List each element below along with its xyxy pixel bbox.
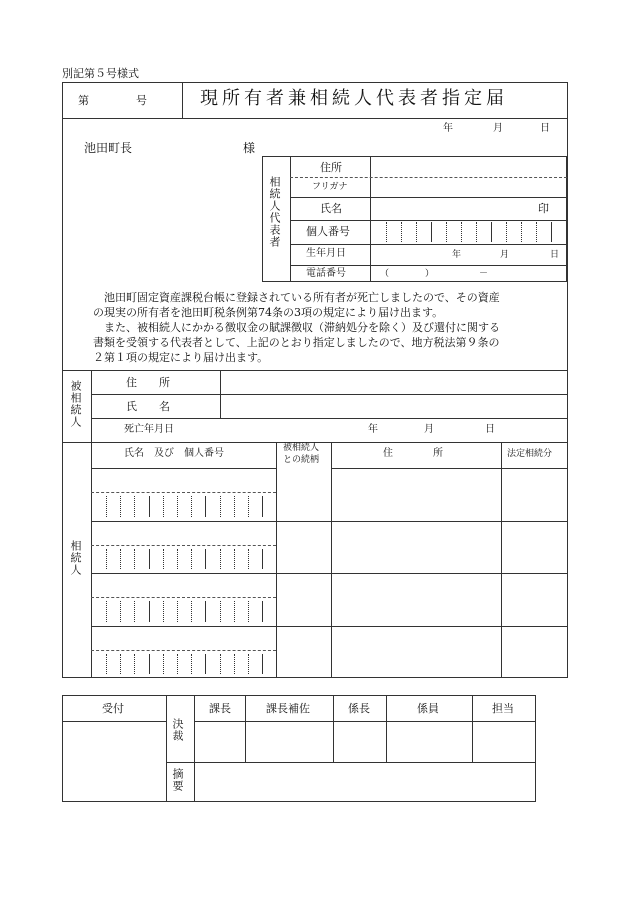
heir-number-cell-divider: [220, 496, 221, 517]
office-section-chief: 課長: [209, 702, 231, 715]
heir-number-cell-divider: [205, 654, 206, 675]
heir-number-cell-divider: [205, 601, 206, 622]
phone-paren-close: ）: [425, 269, 435, 279]
rep-name-label: 氏名: [320, 202, 342, 215]
heir-number-cell-divider: [220, 601, 221, 622]
heir-number-cell-divider: [106, 654, 107, 675]
heir-row-separator: [91, 573, 568, 574]
birth-day-label: 日: [550, 250, 560, 260]
death-day-label: 日: [485, 424, 495, 435]
death-month-label: 月: [424, 424, 434, 435]
addressee-name: 池田町長: [84, 141, 133, 155]
addressee-honorific: 様: [243, 141, 256, 155]
number-label-1: 第: [78, 94, 89, 107]
number-label-2: 号: [136, 94, 147, 107]
heir-number-cell-divider: [248, 601, 249, 622]
heirs-col-relation-1: 被相続人: [283, 443, 320, 453]
decedent-section-label: 被相続人: [69, 380, 82, 428]
birth-month-label: 月: [500, 250, 510, 260]
heir-number-cell-divider: [120, 601, 121, 622]
heir-number-cell-divider: [191, 549, 192, 570]
heir-number-cell-divider: [149, 654, 150, 675]
heir-number-cell-divider: [262, 654, 263, 675]
heir-number-cell-divider: [163, 601, 164, 622]
heir-row-separator: [91, 521, 568, 522]
heir-number-cell-divider: [234, 601, 235, 622]
heir-number-cell-divider: [134, 601, 135, 622]
heir-row-separator: [91, 626, 568, 627]
heirs-section-label: 相続人: [69, 540, 82, 576]
heir-number-cell-divider: [120, 496, 121, 517]
heir-number-cell-divider: [191, 601, 192, 622]
heir-row-name-divider: [91, 545, 276, 546]
heir-number-cell-divider: [234, 496, 235, 517]
heir-number-cell-divider: [163, 496, 164, 517]
heir-number-cell-divider: [262, 496, 263, 517]
decedent-address-label: 住 所: [126, 376, 170, 389]
heir-number-cell-divider: [149, 496, 150, 517]
date-day-label: 日: [540, 123, 550, 134]
heirs-col-relation-2: との続柄: [283, 455, 320, 465]
heir-number-cell-divider: [234, 549, 235, 570]
decedent-name-label: 氏 名: [126, 400, 170, 413]
heir-number-cell-divider: [163, 549, 164, 570]
statement-line-5: ２第１項の規定により届け出ます。: [93, 351, 269, 364]
heir-number-cell-divider: [234, 654, 235, 675]
heir-number-cell-divider: [177, 549, 178, 570]
representative-section-label: 相続人代表者: [268, 176, 281, 248]
heir-number-cell-divider: [120, 654, 121, 675]
heir-number-cell-divider: [149, 601, 150, 622]
heir-number-cell-divider: [106, 496, 107, 517]
heir-number-cell-divider: [177, 654, 178, 675]
heir-number-cell-divider: [262, 601, 263, 622]
heir-number-cell-divider: [191, 496, 192, 517]
statement-line-4: 書類を受領する代表者として、上記のとおり指定しましたので、地方税法第９条の: [93, 336, 500, 349]
heirs-col-address: 住 所: [383, 448, 443, 459]
form-title: 現所有者兼相続人代表者指定届: [200, 88, 508, 109]
rep-phone-label: 電話番号: [306, 268, 346, 279]
heir-number-cell-divider: [205, 496, 206, 517]
heir-number-cell-divider: [177, 496, 178, 517]
heir-number-cell-divider: [177, 601, 178, 622]
office-unit-chief: 係長: [348, 702, 370, 715]
heir-row-name-divider: [91, 492, 276, 493]
heir-number-cell-divider: [248, 496, 249, 517]
heir-number-cell-divider: [106, 549, 107, 570]
heir-number-cell-divider: [149, 549, 150, 570]
seal-mark: 印: [538, 202, 549, 215]
office-staff: 係員: [417, 702, 439, 715]
heir-number-cell-divider: [220, 654, 221, 675]
heir-number-cell-divider: [106, 601, 107, 622]
office-in-charge: 担当: [492, 702, 514, 715]
heir-number-cell-divider: [134, 549, 135, 570]
rep-furigana-label: フリガナ: [312, 182, 348, 192]
statement-line-1: 池田町固定資産課税台帳に登録されている所有者が死亡しましたので、その資産: [104, 291, 500, 304]
form-number: 別記第５号様式: [62, 67, 139, 80]
heirs-col-share: 法定相続分: [507, 449, 553, 459]
heir-number-cell-divider: [220, 549, 221, 570]
rep-personal-number-label: 個人番号: [306, 225, 350, 238]
date-year-label: 年: [443, 123, 453, 134]
heir-row-name-divider: [91, 597, 276, 598]
statement-line-2: の現実の所有者を池田町税条例第74条の3項の規定により届け出ます。: [93, 306, 444, 319]
heir-row-name-divider: [91, 650, 276, 651]
heir-number-cell-divider: [163, 654, 164, 675]
heir-number-cell-divider: [248, 549, 249, 570]
heir-number-cell-divider: [248, 654, 249, 675]
heir-number-cell-divider: [134, 496, 135, 517]
office-decision: 決裁: [171, 718, 184, 742]
heir-number-cell-divider: [134, 654, 135, 675]
rep-birthdate-label: 生年月日: [306, 248, 346, 259]
phone-dash: －: [479, 269, 489, 279]
heir-number-cell-divider: [191, 654, 192, 675]
statement-line-3: また、被相続人にかかる徴収金の賦課徴収（滞納処分を除く）及び還付に関する: [104, 321, 500, 334]
representative-table: [262, 156, 567, 282]
birth-year-label: 年: [452, 250, 462, 260]
office-summary: 摘要: [171, 768, 184, 792]
date-month-label: 月: [493, 123, 503, 134]
heirs-col-name: 氏名 及び 個人番号: [124, 448, 224, 459]
phone-paren-open: （: [380, 269, 390, 279]
office-assistant-chief: 課長補佐: [266, 702, 310, 715]
rep-address-label: 住所: [320, 161, 342, 174]
office-reception: 受付: [102, 702, 124, 715]
decedent-death-date-label: 死亡年月日: [124, 424, 174, 435]
heir-number-cell-divider: [262, 549, 263, 570]
death-year-label: 年: [368, 424, 378, 435]
heir-number-cell-divider: [205, 549, 206, 570]
heir-number-cell-divider: [120, 549, 121, 570]
